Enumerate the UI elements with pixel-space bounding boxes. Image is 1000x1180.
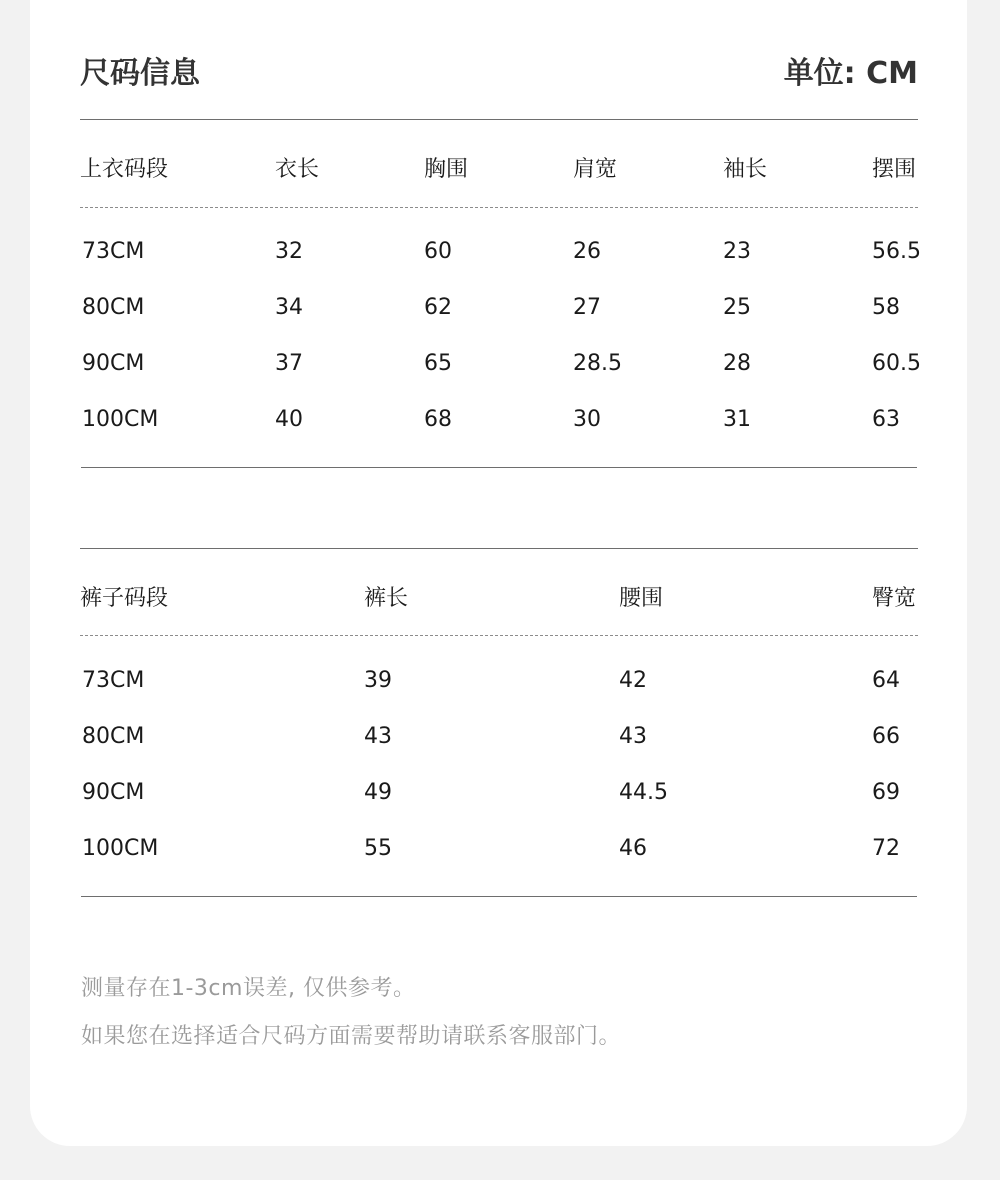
page-title: 尺码信息 <box>80 56 200 91</box>
top-table-dashed-divider <box>80 207 918 208</box>
top-table-cell: 80CM <box>82 295 145 320</box>
pants-table-cell: 43 <box>364 724 392 749</box>
pants-table-cell: 66 <box>872 724 900 749</box>
top-table-cell: 73CM <box>82 239 145 264</box>
pants-table-cell: 73CM <box>82 668 145 693</box>
pants-table-cell: 64 <box>872 668 900 693</box>
pants-table-cell: 80CM <box>82 724 145 749</box>
top-table-top-rule <box>80 119 918 120</box>
top-table-cell: 34 <box>275 295 303 320</box>
pants-col-header: 裤长 <box>364 586 409 611</box>
top-col-header: 肩宽 <box>573 157 618 182</box>
top-table-cell: 68 <box>424 407 452 432</box>
top-table-cell: 26 <box>573 239 601 264</box>
pants-col-header: 腰围 <box>619 586 664 611</box>
top-col-header: 上衣码段 <box>80 157 169 182</box>
pants-table-cell: 72 <box>872 836 900 861</box>
top-table-cell: 58 <box>872 295 900 320</box>
pants-table-cell: 69 <box>872 780 900 805</box>
top-col-header: 胸围 <box>424 157 469 182</box>
pants-col-header: 臀宽 <box>872 586 917 611</box>
top-table-cell: 27 <box>573 295 601 320</box>
pants-col-header: 裤子码段 <box>80 586 169 611</box>
top-table-cell: 63 <box>872 407 900 432</box>
top-table-cell: 56.5 <box>872 239 921 264</box>
pants-table-cell: 43 <box>619 724 647 749</box>
top-table-cell: 37 <box>275 351 303 376</box>
pants-table-cell: 100CM <box>82 836 159 861</box>
top-table-cell: 65 <box>424 351 452 376</box>
top-table-cell: 90CM <box>82 351 145 376</box>
pants-table-cell: 44.5 <box>619 780 668 805</box>
pants-table-cell: 42 <box>619 668 647 693</box>
note-contact-support: 如果您在选择适合尺码方面需要帮助请联系客服部门。 <box>81 1024 622 1049</box>
pants-table-bottom-rule <box>81 896 917 897</box>
pants-table-cell: 49 <box>364 780 392 805</box>
top-table-cell: 25 <box>723 295 751 320</box>
top-table-bottom-rule <box>81 467 917 468</box>
pants-table-cell: 90CM <box>82 780 145 805</box>
top-table-cell: 28.5 <box>573 351 622 376</box>
top-table-cell: 30 <box>573 407 601 432</box>
top-table-cell: 60.5 <box>872 351 921 376</box>
top-table-cell: 100CM <box>82 407 159 432</box>
pants-table-dashed-divider <box>80 635 918 636</box>
top-col-header: 衣长 <box>275 157 320 182</box>
unit-label: 单位: CM <box>783 56 918 91</box>
pants-table-cell: 55 <box>364 836 392 861</box>
note-measurement-error: 测量存在1-3cm误差, 仅供参考。 <box>81 976 416 1001</box>
top-table-cell: 62 <box>424 295 452 320</box>
pants-table-cell: 39 <box>364 668 392 693</box>
top-table-cell: 23 <box>723 239 751 264</box>
top-table-cell: 40 <box>275 407 303 432</box>
top-col-header: 摆围 <box>872 157 917 182</box>
top-table-cell: 28 <box>723 351 751 376</box>
top-table-cell: 31 <box>723 407 751 432</box>
pants-table-cell: 46 <box>619 836 647 861</box>
pants-table-top-rule <box>80 548 918 549</box>
top-col-header: 袖长 <box>723 157 768 182</box>
top-table-cell: 32 <box>275 239 303 264</box>
top-table-cell: 60 <box>424 239 452 264</box>
